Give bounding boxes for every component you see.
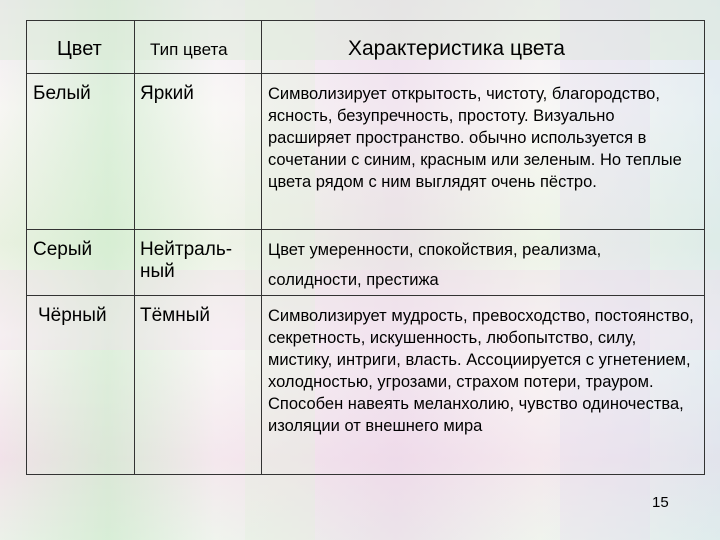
color-characteristics-table	[26, 20, 705, 475]
row-type-wrap	[135, 230, 261, 283]
row-color-cell	[27, 296, 135, 475]
header-cell-characteristic	[262, 21, 705, 74]
row-type-cell	[135, 74, 262, 230]
table-row	[27, 296, 705, 475]
row-type-cell	[135, 230, 262, 296]
header-cell-color	[27, 21, 135, 74]
row-description-cell	[262, 230, 705, 296]
row-description-continued: солидности, престижа	[268, 271, 439, 289]
row-type: Яркий	[140, 83, 194, 104]
row-description: Цвет умеренности, спокойствия, реализма,	[268, 241, 602, 259]
row-type: Тёмный	[140, 305, 210, 326]
row-color: Серый	[33, 239, 93, 260]
row-type-cell	[135, 296, 262, 475]
page-number: 15	[652, 494, 669, 511]
row-description-cell	[262, 296, 705, 475]
row-color: Белый	[33, 83, 91, 104]
header-color: Цвет	[57, 38, 102, 60]
table-row	[27, 74, 705, 230]
header-type: Тип цвета	[150, 40, 228, 59]
row-description-cell	[262, 74, 705, 230]
header-characteristic: Характеристика цвета	[348, 37, 565, 60]
header-cell-type	[135, 21, 262, 74]
row-description: Символизирует мудрость, превосходство, постоянство, секретность, искушенность, любопытство, силу, мистику, интриги, власть. Ассоциируется с угнетением, холодностью, угрозами, страхом потери, трауром. Способен навеять меланхолию, чувство одиночества, изоляции от внешнего мира	[268, 307, 694, 435]
row-color-cell	[27, 74, 135, 230]
row-color-cell	[27, 230, 135, 296]
row-type: Нейтраль-	[140, 239, 233, 260]
row-description: Символизирует открытость, чистоту, благородство, ясность, безупречность, простоту. Визуально расширяет пространство. обычно используется в сочетании с синим, красным или зеленым. Но теплые цвета рядом с ним выглядят очень пёстро.	[268, 85, 682, 191]
row-description-wrap	[262, 230, 704, 291]
row-type-continued: ный	[140, 261, 175, 282]
row-color: Чёрный	[38, 305, 107, 326]
table-row	[27, 230, 705, 296]
table-header-row	[27, 21, 705, 74]
